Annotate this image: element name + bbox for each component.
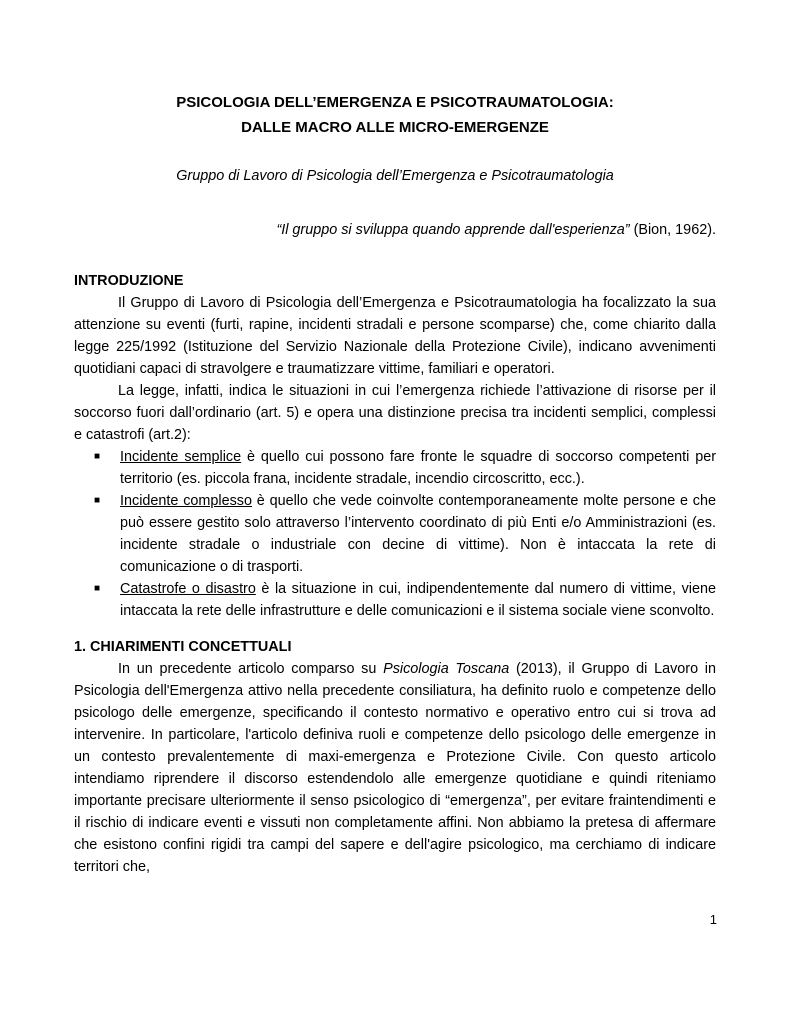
list-item-text: è quello cui possono fare fronte le squadre di soccorso competenti per territorio (es. piccola frana, incidente stradale, incendio circoscritto, ecc.).: [120, 449, 716, 487]
list-item: [74, 578, 716, 622]
section-1-text-start: In un precedente articolo comparso su: [118, 661, 384, 677]
intro-paragraph-1: Il Gruppo di Lavoro di Psicologia dell’Emergenza e Psicotraumatologia ha focalizzato la sua attenzione su eventi (furti, rapine, incidenti stradali e persone scomparse) che, come chiarito dalla legge 225/1992 (Istituzione del Servizio Nazionale della Protezione Civile), indicano avvenimenti quotidiani capaci di stravolgere e traumatizzare vittime, familiari e operatori.: [74, 295, 716, 377]
list-item-term: Incidente semplice: [120, 449, 242, 465]
list-item-term: Incidente complesso: [120, 493, 252, 509]
epigraph-quote: “Il gruppo si sviluppa quando apprende dall'esperienza”: [276, 222, 630, 238]
title-line-2: DALLE MACRO ALLE MICRO-EMERGENZE: [241, 119, 549, 136]
page-number: 1: [709, 912, 717, 927]
section-1-heading: 1. CHIARIMENTI CONCETTUALI: [74, 639, 292, 655]
document-title: [74, 90, 716, 140]
list-item: [74, 490, 716, 578]
bullet-icon: ■: [94, 451, 101, 462]
list-item-text: è la situazione in cui, indipendentemente dal numero di vittime, viene intaccata la rete delle infrastrutture e delle comunicazioni e il sistema sociale viene sconvolto.: [120, 581, 716, 619]
working-group-line: Gruppo di Lavoro di Psicologia dell’Emergenza e Psicotraumatologia: [176, 168, 614, 184]
list-item: [74, 446, 716, 490]
section-1-text-rest: (2013), il Gruppo di Lavoro in Psicologia dell'Emergenza attivo nella precedente consiliatura, ha definito ruolo e competenze dello psicologo delle emergenze, specificando il contesto normativo e operativo entro cui si trova ad intervenire. In particolare, l'articolo definiva ruoli e competenze dello psicologo delle emergenze in un contesto prevalentemente di maxi-emergenza e Protezione Civile. Con questo articolo intendiamo riprendere il discorso estendendolo alle emergenze quotidiane e quindi riteniamo importante precisare ulteriormente il senso psicologico di “emergenza”, per evitare fraintendimenti e il rischio di indicare eventi e vissuti non completamente affini. Non abbiamo la pretesa di affermare che esistono confini rigidi tra campi del sapere e dell'agire psicologico, ma cerchiamo di indicare territori che,: [74, 661, 716, 875]
bullet-icon: ■: [94, 583, 101, 594]
section-1-paragraph: [74, 658, 716, 878]
epigraph-source: (Bion, 1962).: [629, 222, 716, 238]
intro-paragraph-2: La legge, infatti, indica le situazioni in cui l’emergenza richiede l’attivazione di risorse per il soccorso fuori dall’ordinario (art. 5) e opera una distinzione precisa tra incidenti semplici, complessi e catastrofi (art.2):: [74, 383, 716, 443]
bullet-icon: ■: [94, 495, 101, 506]
journal-name: Psicologia Toscana: [383, 661, 510, 677]
document-page: [74, 90, 716, 878]
list-item-term: Catastrofe o disastro: [120, 581, 256, 597]
epigraph: [74, 220, 716, 240]
list-item-text: è quello che vede coinvolte contemporaneamente molte persone e che può essere gestito solo attraverso l’intervento coordinato di più Enti e/o Amministrazioni (es. incidente stradale o industriale con decine di vittime). Non è intaccata la rete di comunicazione o di trasporti.: [120, 493, 716, 575]
title-line-1: PSICOLOGIA DELL’EMERGENZA E PSICOTRAUMATOLOGIA:: [176, 94, 614, 111]
intro-heading: INTRODUZIONE: [74, 273, 184, 289]
incident-types-list: [74, 446, 716, 622]
